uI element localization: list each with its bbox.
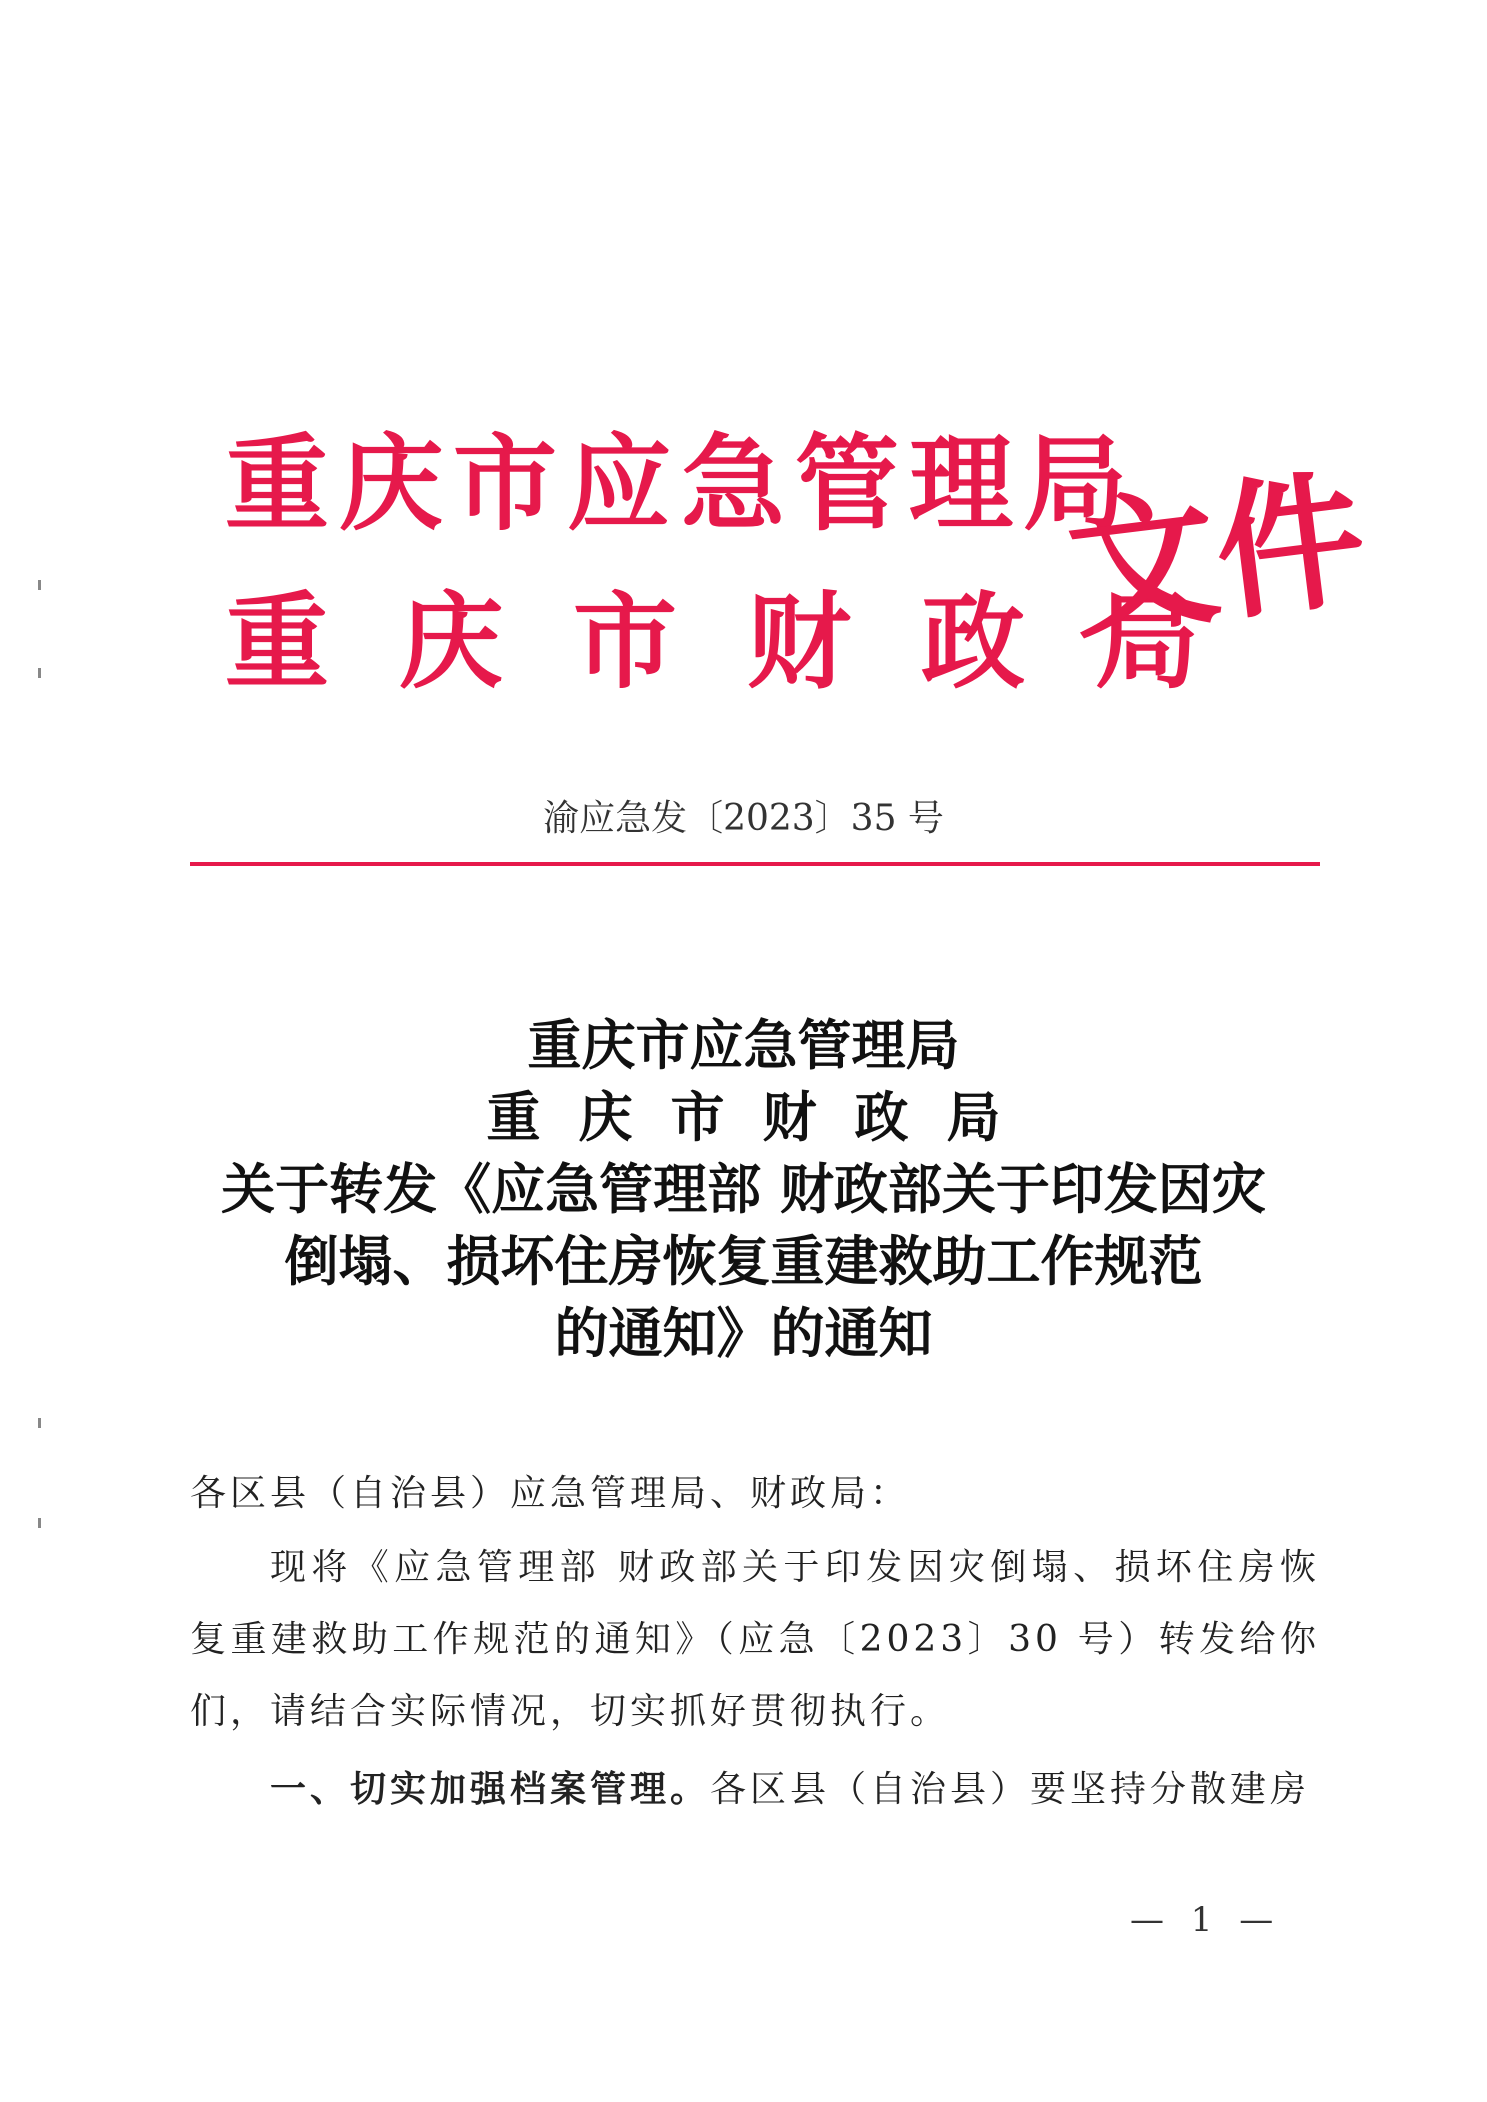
title-line-1: 重庆市应急管理局 (527, 1014, 960, 1077)
body-paragraph-1: 现将《应急管理部 财政部关于印发因灾倒塌、损坏住房恢复重建救助工作规范的通知》（应急〔2023〕30 号）转发给你们，请结合实际情况，切实抓好贯彻执行。 (190, 1547, 1320, 1732)
salutation: 各区县（自治县）应急管理局、财政局： (190, 1473, 911, 1514)
title-line-3: 关于转发《应急管理部 财政部关于印发因灾 (221, 1158, 1266, 1221)
document-number: 渝应急发〔2023〕35 号 (543, 798, 944, 839)
red-divider (190, 862, 1320, 866)
scan-mark (38, 580, 41, 590)
document-type-label: 文件 (1059, 452, 1375, 660)
scan-mark (38, 668, 41, 678)
section-heading-1: 一、切实加强档案管理。 (270, 1769, 711, 1810)
title-line-4: 倒塌、损坏住房恢复重建救助工作规范 (284, 1230, 1203, 1293)
issuing-org-line-2: 重庆市财政局 (225, 581, 1270, 703)
issuing-org-line-1: 重庆市应急管理局 (225, 423, 1138, 545)
title-line-2: 重庆市财政局 (486, 1086, 1039, 1149)
page-number: — 1 — (1130, 1900, 1282, 1940)
document-title (0, 1010, 1487, 1370)
title-line-5: 的通知》的通知 (554, 1302, 933, 1365)
body-paragraph-2 (190, 1754, 1320, 1826)
scan-mark (38, 1518, 41, 1528)
scan-mark (38, 1418, 41, 1428)
section-text-1: 各区县（自治县）要坚持分散建房 (710, 1769, 1311, 1810)
